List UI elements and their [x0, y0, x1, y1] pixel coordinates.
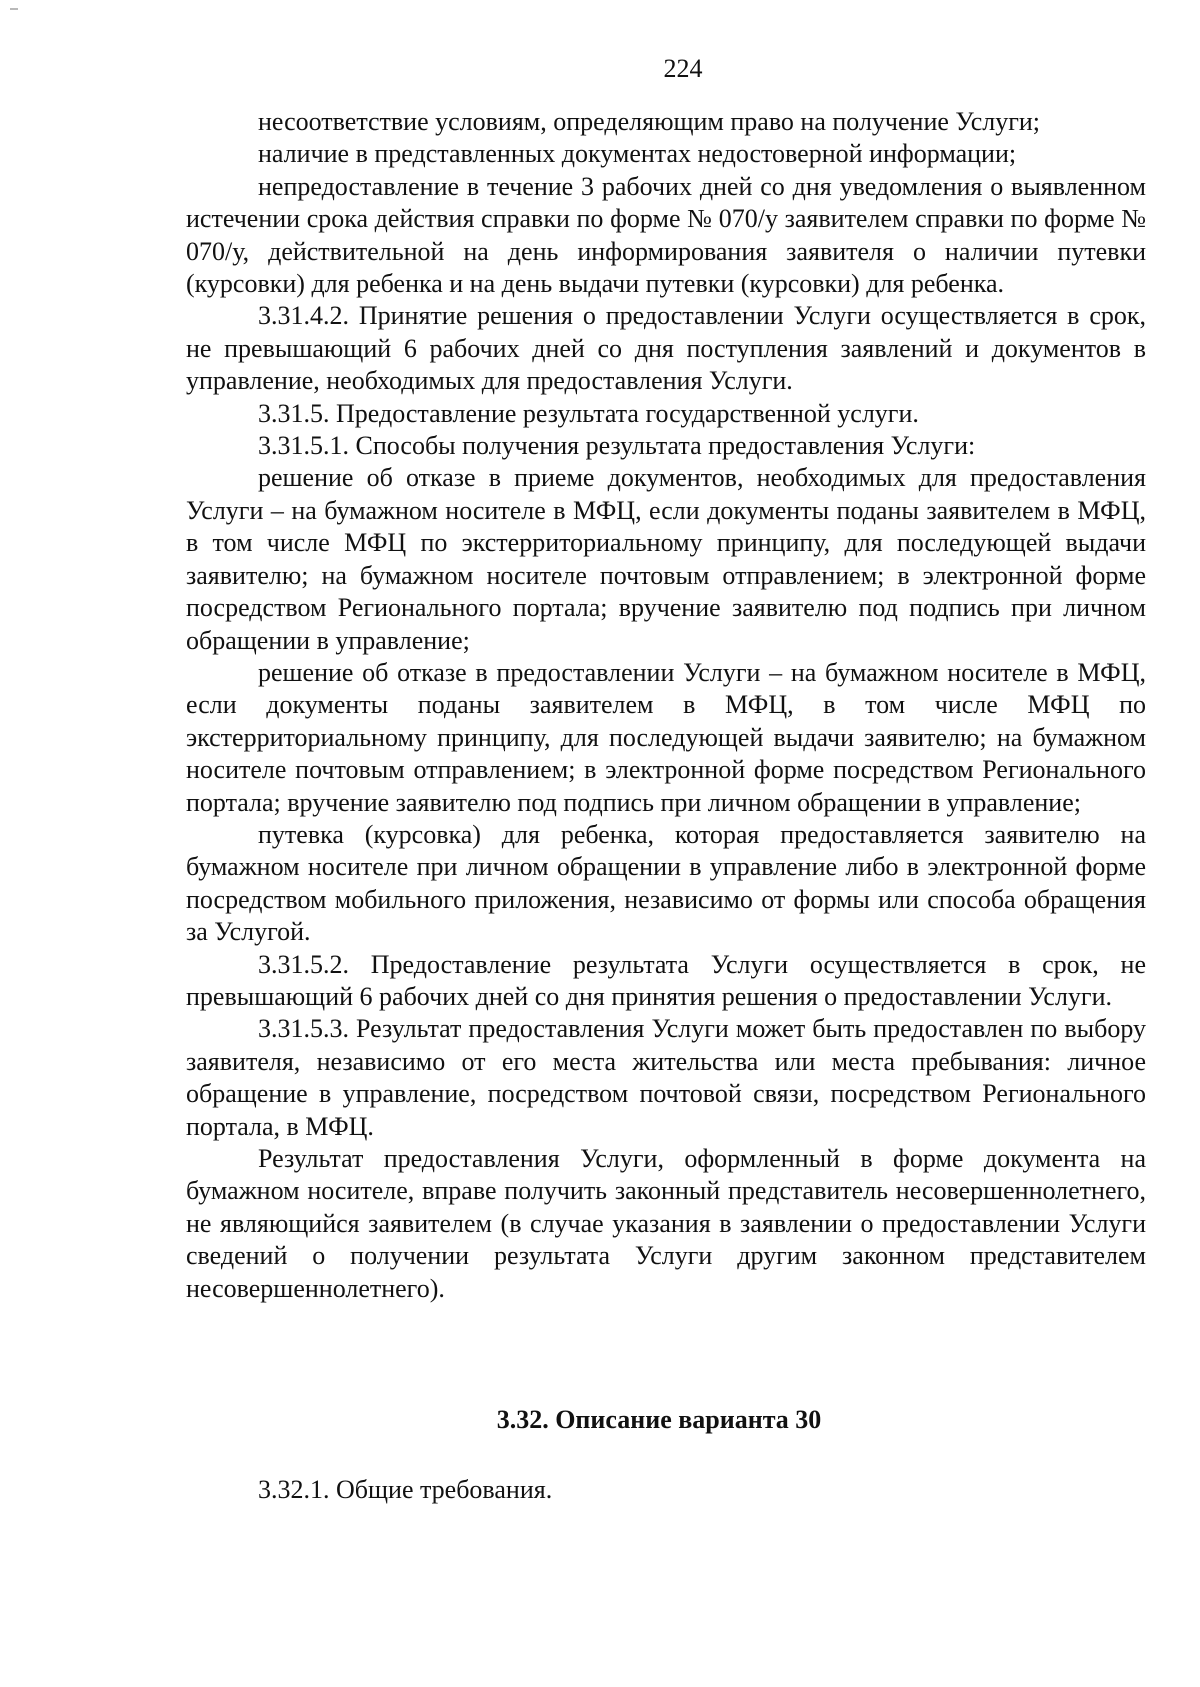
paragraph: наличие в представленных документах недостоверной информации; [258, 139, 1017, 169]
paragraph: 3.31.4.2. Принятие решения о предоставлении Услуги осуществляется в срок, не превышающий 6 рабочих дней со дня поступления заявлений и документов в управление, необходимых для предоставления Услуги. [186, 301, 1146, 396]
paragraph: путевка (курсовка) для ребенка, которая предоставляется заявителю на бумажном носителе при личном обращении в управление либо в электронной форме посредством мобильного приложения, независимо от формы или способа обращения за Услугой. [186, 819, 1146, 947]
subsection-title: 3.32.1. Общие требования. [258, 1475, 553, 1504]
paragraph: 3.31.5.1. Способы получения результата предоставления Услуги: [258, 431, 976, 461]
section-heading: 3.32. Описание варианта 30 [496, 1405, 822, 1434]
paragraph: 3.31.5.3. Результат предоставления Услуги может быть предоставлен по выбору заявителя, независимо от его места жительства или места пребывания: личное обращение в управление, посредством почтовой связи, посредством Регионального портала, в МФЦ. [186, 1014, 1146, 1141]
page-number: 224 [663, 54, 703, 83]
document-body [186, 106, 1146, 1305]
paragraph: 3.31.5.2. Предоставление результата Услуги осуществляется в срок, не превышающий 6 рабочих дней со дня принятия решения о предоставлении Услуги. [186, 949, 1146, 1011]
paragraph: несоответствие условиям, определяющим право на получение Услуги; [258, 107, 1041, 136]
paragraph: 3.31.5. Предоставление результата государственной услуги. [258, 398, 919, 428]
paragraph: решение об отказе в предоставлении Услуги – на бумажном носителе в МФЦ, если документы поданы заявителем в МФЦ, в том числе МФЦ по экстерриториальному принципу, для последующей выдачи заявителю; на бумажном носителе почтовым отправлением; в электронной форме посредством Регионального портала; вручение заявителю под подпись при личном обращении в управление; [186, 657, 1146, 817]
paragraph: решение об отказе в приеме документов, необходимых для предоставления Услуги – на бумажном носителе в МФЦ, если документы поданы заявителем в МФЦ, в том числе МФЦ по экстерриториальному принципу, для последующей выдачи заявителю; на бумажном носителе почтовым отправлением; в электронной форме посредством Регионального портала; вручение заявителю под подпись при личном обращении в управление; [186, 463, 1146, 655]
scan-artifact [10, 8, 18, 10]
paragraph: непредоставление в течение 3 рабочих дней со дня уведомления о выявленном истечении срока действия справки по форме № 070/у заявителем справки по форме № 070/у, действительной на день информирования заявителя о наличии путевки (курсовки) для ребенка и на день выдачи путевки (курсовки) для ребенка. [186, 171, 1146, 299]
paragraph: Результат предоставления Услуги, оформленный в форме документа на бумажном носителе, вправе получить законный представитель несовершеннолетнего, не являющийся заявителем (в случае указания в заявлении о предоставлении Услуги сведений о получении результата Услуги другим законном представителем несовершеннолетнего). [186, 1144, 1146, 1303]
